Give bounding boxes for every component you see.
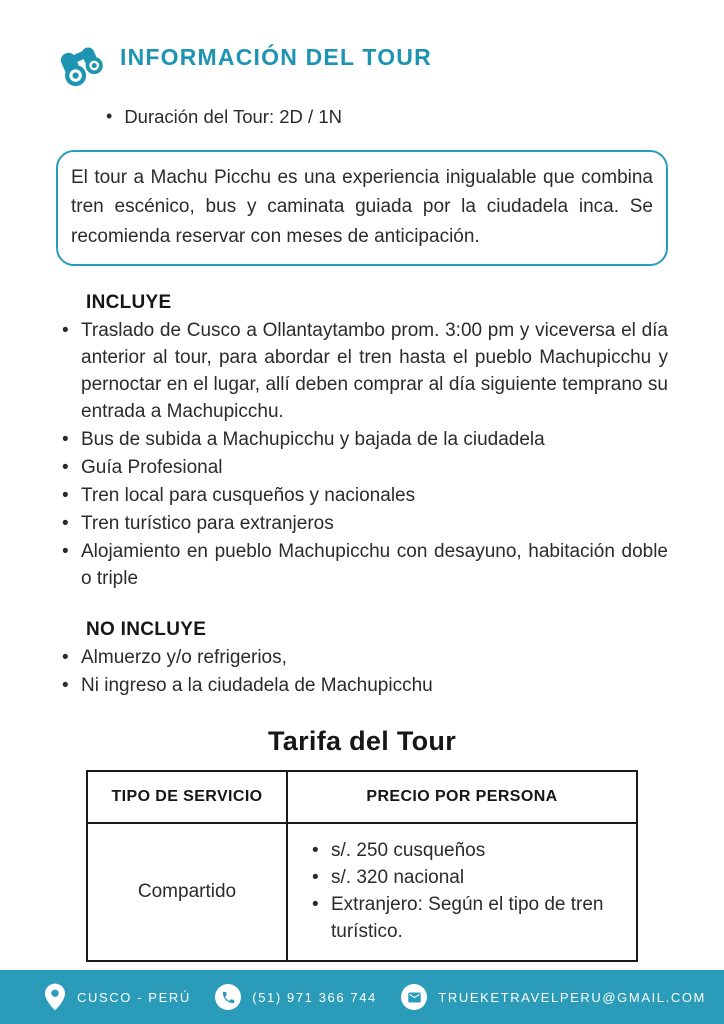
email-text: TRUEKETRAVELPERU@GMAIL.COM [438,989,706,1005]
not-includes-heading: NO INCLUYE [86,619,207,640]
list-item: • Traslado de Cusco a Ollantaytambo prom. 3:00 pm y viceversa el día anterior al tour, para abordar el tren hasta el pueblo Machupicchu y pernoctar en el lugar, allí deben comprar al día siguiente temprano su entrada a Machupicchu. [56,318,668,426]
footer-email [401,984,706,1010]
intro-text: El tour a Machu Picchu es una experiencia inigualable que combina tren escénico, bus y caminata guiada por la ciudadela inca. Se recomienda reservar con meses de anticipación. [71,167,653,247]
location-pin-icon [44,982,66,1012]
footer-location [44,982,191,1012]
includes-list [56,318,668,593]
column-header-service: TIPO DE SERVICIO [87,771,287,823]
header [56,38,668,90]
intro-box [56,150,668,266]
tariff-table [86,770,638,962]
email-icon [401,984,427,1010]
tariff-heading: Tarifa del Tour [267,725,456,756]
price-cell [287,823,637,961]
column-header-price: PRECIO POR PERSONA [287,771,637,823]
list-item: • Extranjero: Según el tipo de tren turístico. [306,892,626,946]
footer-bar [0,970,724,1024]
bullet-dot: • [106,106,113,126]
includes-heading: INCLUYE [86,292,172,314]
table-header-row [87,771,637,823]
phone-text: (51) 971 366 744 [252,989,377,1005]
page-title: INFORMACIÓN DEL TOUR [120,44,432,70]
list-item: • s/. 250 cusqueños [306,838,626,865]
list-item: • Ni ingreso a la ciudadela de Machupicchu [56,673,668,700]
list-item: • Tren turístico para extranjeros [56,511,668,538]
price-list [306,838,626,946]
list-item: • s/. 320 nacional [306,865,626,892]
duration-text: Duración del Tour: 2D / 1N [124,106,342,127]
location-text: CUSCO - PERÚ [77,989,191,1005]
list-item: • Almuerzo y/o refrigerios, [56,645,668,672]
list-item: • Tren local para cusqueños y nacionales [56,483,668,510]
duration-item [106,106,668,128]
not-includes-list [56,645,668,700]
table-row [87,823,637,961]
list-item: • Alojamiento en pueblo Machupicchu con desayuno, habitación doble o triple [56,539,668,593]
phone-icon [215,984,241,1010]
list-item: • Bus de subida a Machupicchu y bajada de la ciudadela [56,427,668,454]
footer-phone [215,984,377,1010]
binoculars-icon [56,40,108,90]
service-type-cell: Compartido [87,823,287,961]
list-item: • Guía Profesional [56,455,668,482]
